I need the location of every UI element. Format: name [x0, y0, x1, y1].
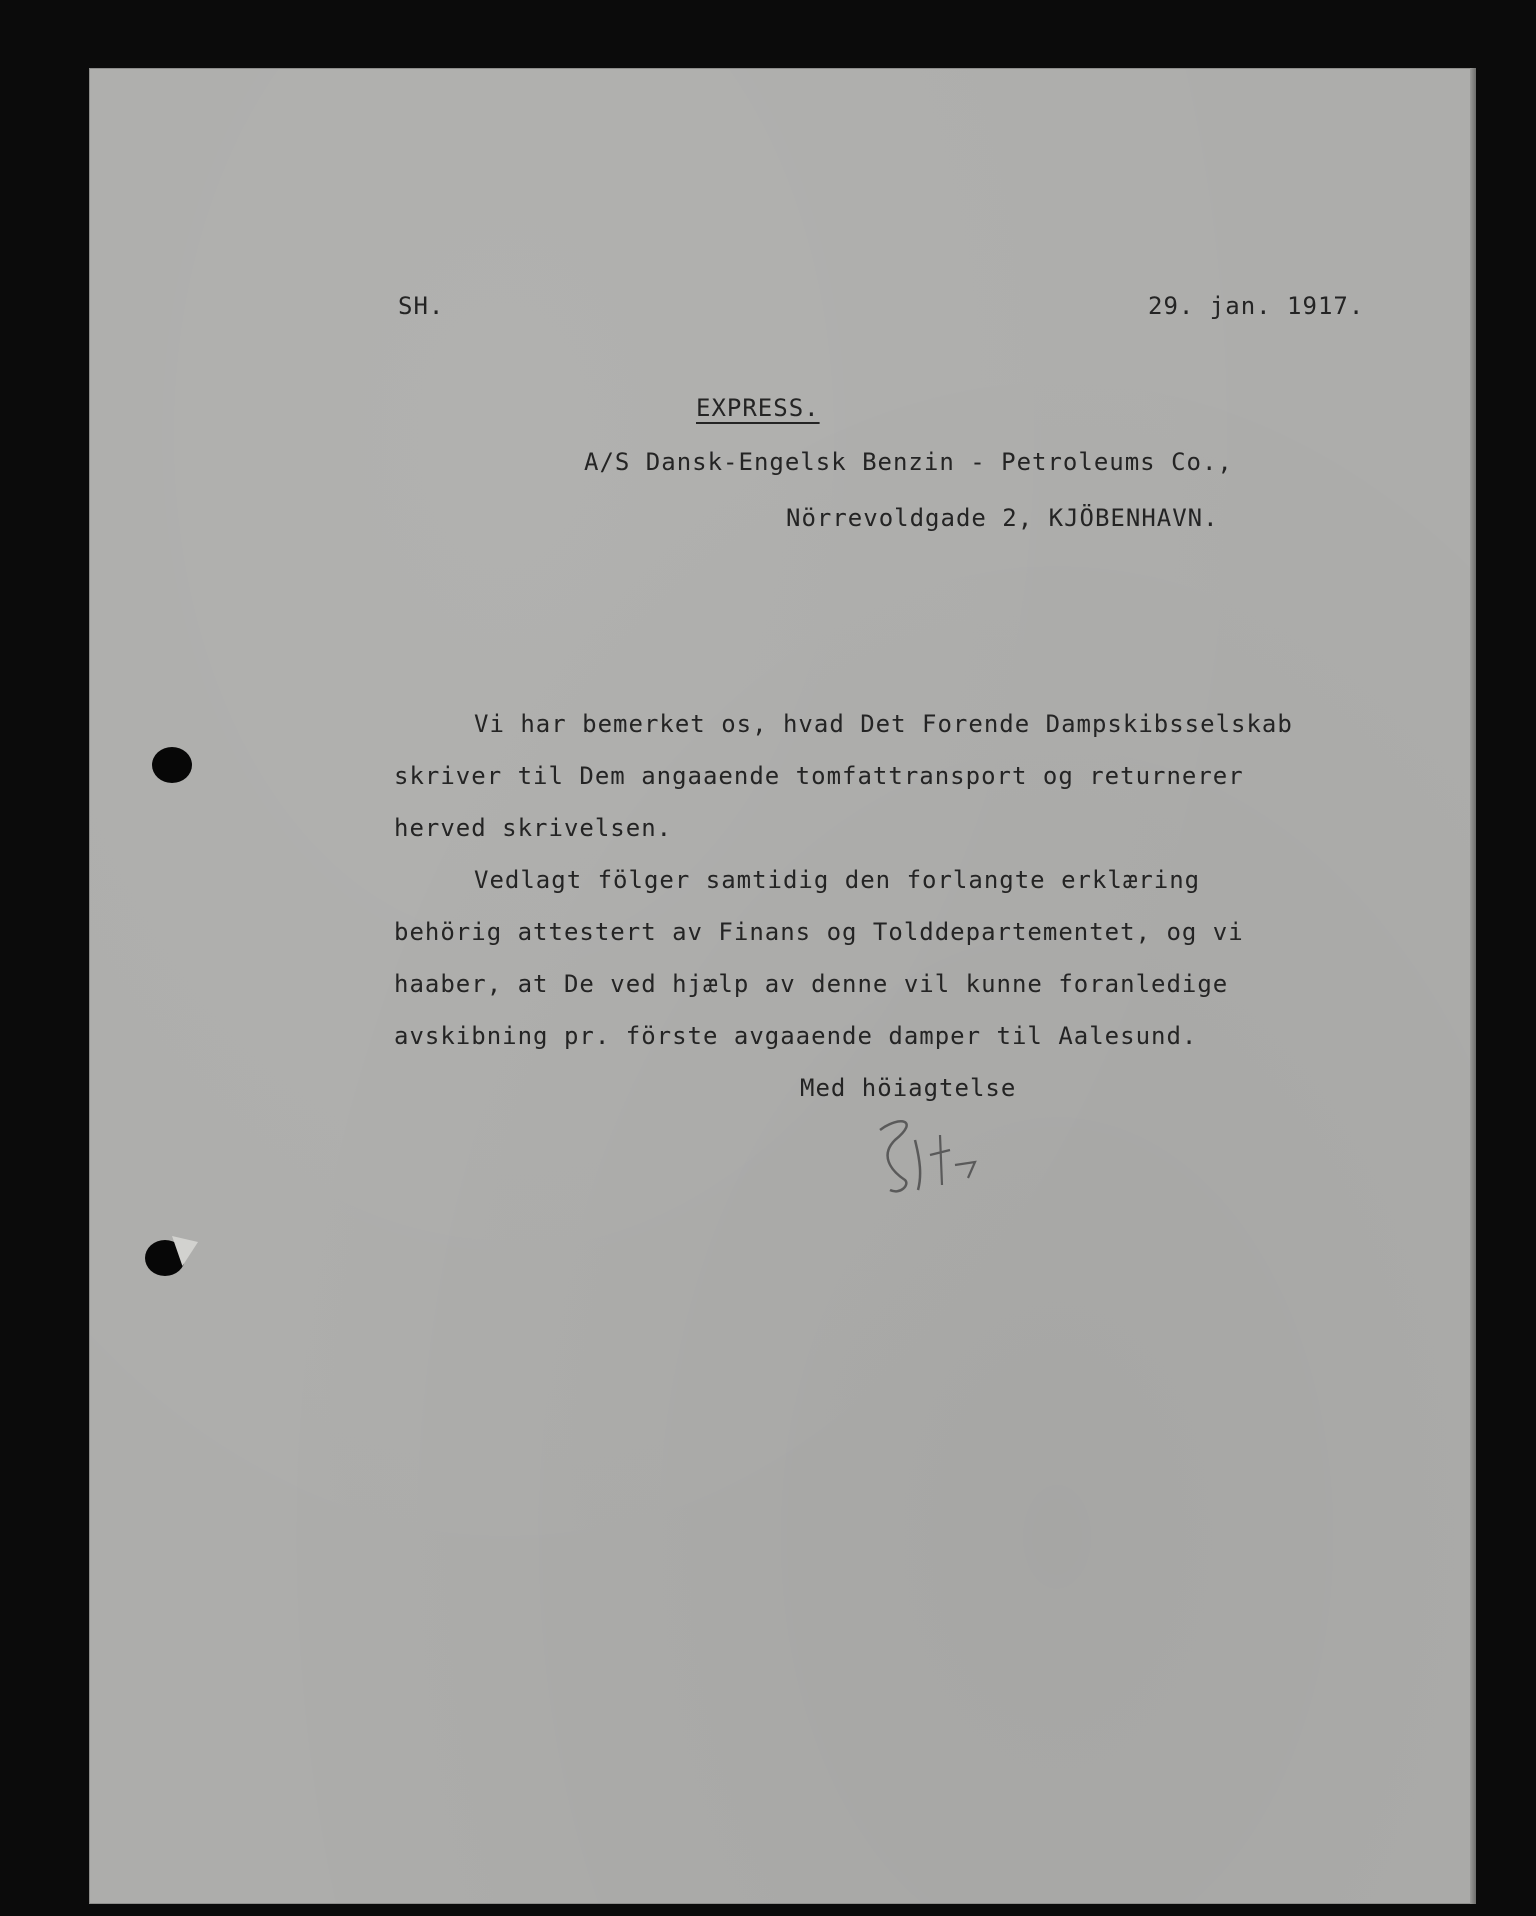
body-line: avskibning pr. förste avgaaende damper til Aalesund. [394, 1022, 1198, 1050]
express-heading: EXPRESS. [696, 394, 820, 422]
signature-icon [860, 1110, 1010, 1200]
recipient-company: A/S Dansk-Engelsk Benzin - Petroleums Co., [584, 448, 1233, 476]
body-line: herved skrivelsen. [394, 814, 673, 842]
body-line: behörig attestert av Finans og Tolddepartementet, og vi [394, 918, 1244, 946]
paper-edge [1470, 68, 1476, 1904]
body-line: skriver til Dem angaaende tomfattransport og returnerer [394, 762, 1244, 790]
letter-date: 29. jan. 1917. [1148, 292, 1365, 320]
body-line: Vedlagt fölger samtidig den forlangte erklæring [474, 866, 1201, 894]
recipient-address: Nörrevoldgade 2, KJÖBENHAVN. [786, 504, 1219, 532]
body-line: haaber, at De ved hjælp av denne vil kunne foranledige [394, 970, 1229, 998]
punch-hole-top [152, 747, 192, 783]
reference-initials: SH. [398, 292, 445, 320]
body-line: Vi har bemerket os, hvad Det Forende Dampskibsselskab [474, 710, 1293, 738]
closing-salutation: Med höiagtelse [800, 1074, 1017, 1102]
